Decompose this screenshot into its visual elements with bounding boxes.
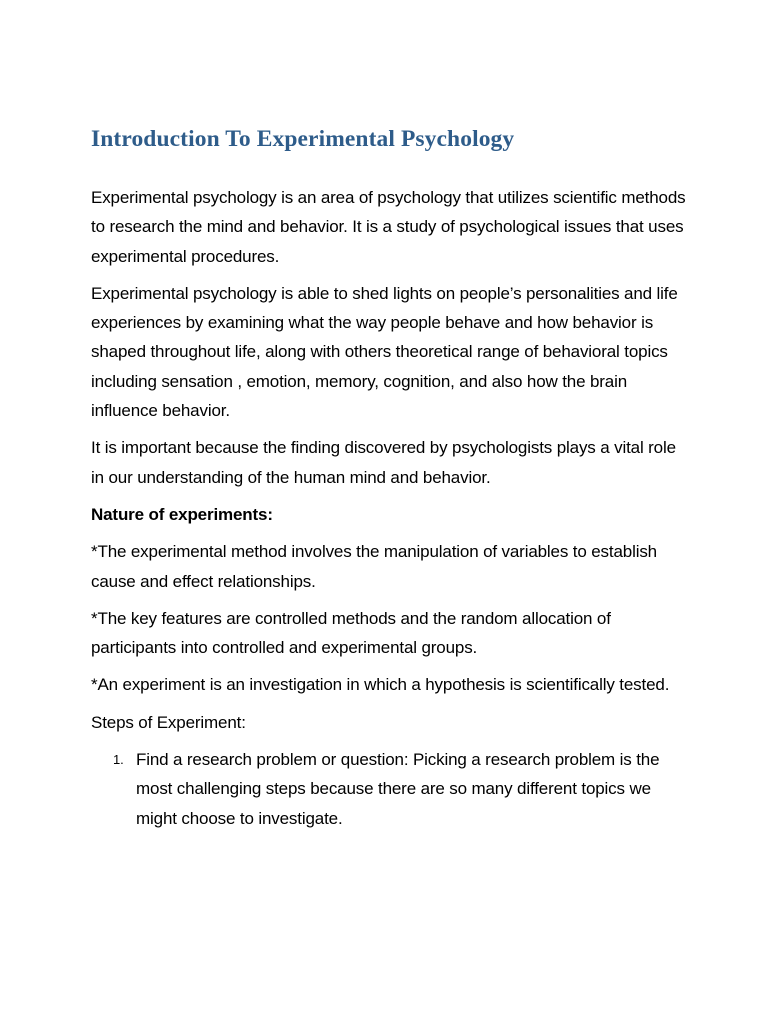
step-text: Find a research problem or question: Picking a research problem is the most challenging steps because there are so many different topics we might choose to investigate. bbox=[136, 750, 660, 828]
nature-point: *The experimental method involves the manipulation of variables to establish cause and effect relationships. bbox=[91, 542, 657, 591]
nature-point: *The key features are controlled methods and the random allocation of participants into controlled and experimental groups. bbox=[91, 608, 611, 658]
steps-list bbox=[91, 745, 691, 833]
document-body bbox=[91, 122, 691, 833]
nature-point: *An experiment is an investigation in which a hypothesis is scientifically tested. bbox=[91, 675, 670, 695]
intro-paragraph: Experimental psychology is an area of psychology that utilizes scientific methods to research the mind and behavior. It is a study of psychological issues that uses experimental procedures. bbox=[91, 188, 686, 266]
step-item bbox=[91, 745, 691, 833]
steps-heading: Steps of Experiment: bbox=[91, 712, 246, 732]
document-title: Introduction To Experimental Psychology bbox=[91, 126, 515, 152]
nature-heading: Nature of experiments: bbox=[91, 504, 273, 524]
description-paragraph: Experimental psychology is able to shed lights on people’s personalities and life experiences by examining what the way people behave and how behavior is shaped throughout life, along with others theoretical range of behavioral topics including sensation , emotion, memory, cognition, and also how the brain influence behavior. bbox=[91, 283, 678, 421]
importance-paragraph: It is important because the finding discovered by psychologists plays a vital role in our understanding of the human mind and behavior. bbox=[91, 438, 676, 487]
step-number: 1. bbox=[113, 752, 124, 768]
